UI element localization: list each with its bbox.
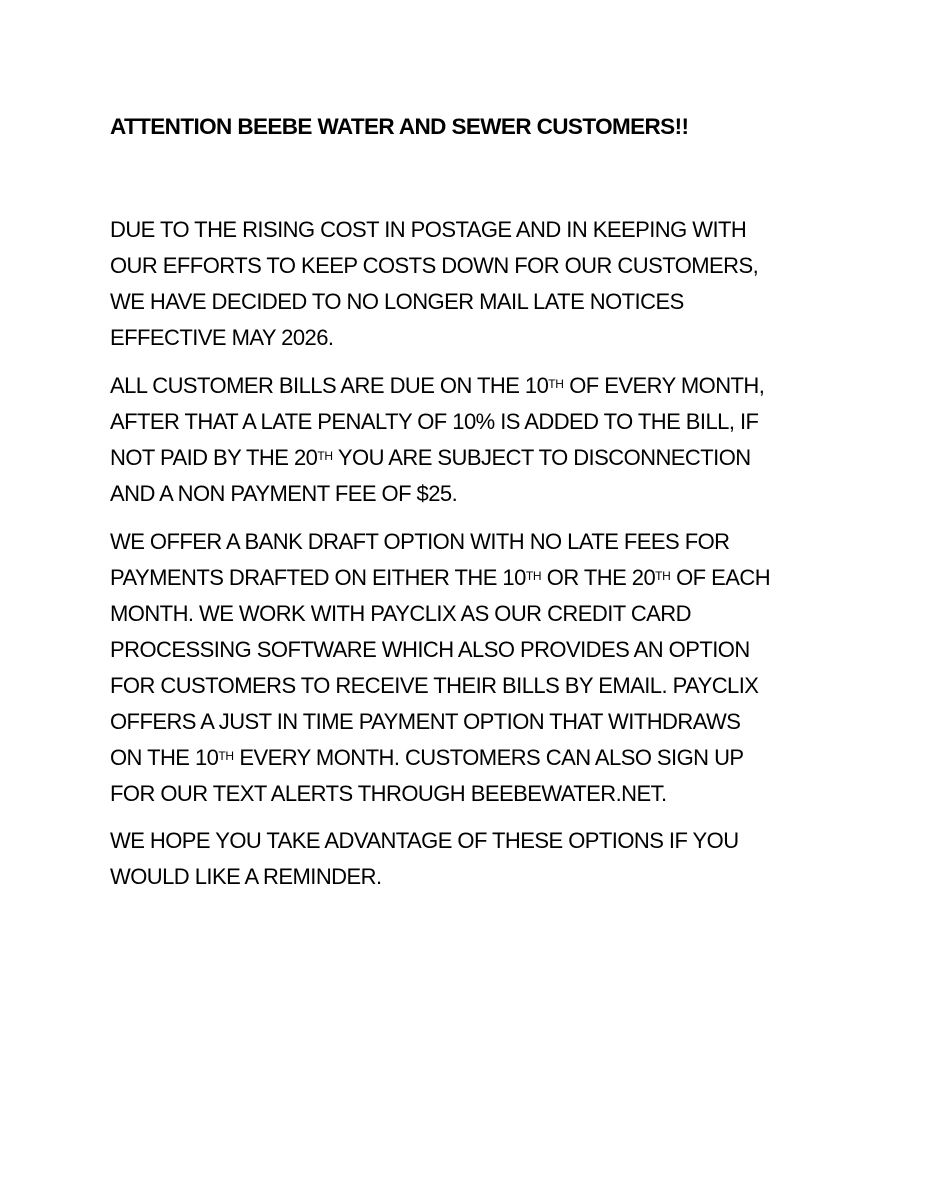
superscript: TH bbox=[525, 569, 542, 583]
text-line bbox=[110, 668, 770, 704]
text: ON THE 10 bbox=[110, 745, 219, 770]
text: ALL CUSTOMER BILLS ARE DUE ON THE 10 bbox=[110, 373, 549, 398]
text-line bbox=[110, 284, 758, 320]
text-line bbox=[110, 212, 758, 248]
paragraph-closing bbox=[110, 823, 739, 895]
text: MONTH. WE WORK WITH PAYCLIX AS OUR CREDIT CARD bbox=[110, 601, 691, 626]
text: AND A NON PAYMENT FEE OF $25. bbox=[110, 481, 458, 506]
text-line bbox=[110, 596, 770, 632]
text-line bbox=[110, 524, 770, 560]
text: OR THE 20 bbox=[541, 565, 656, 590]
superscript: TH bbox=[655, 569, 671, 583]
text-line bbox=[110, 823, 739, 859]
text: NOT PAID BY THE 20 bbox=[110, 445, 318, 470]
text: PROCESSING SOFTWARE WHICH ALSO PROVIDES AN OPTION bbox=[110, 637, 750, 662]
text-line bbox=[110, 740, 770, 776]
paragraph-payment-options bbox=[110, 524, 770, 812]
superscript: TH bbox=[218, 749, 234, 763]
text-line bbox=[110, 368, 764, 404]
text: EFFECTIVE MAY 2026. bbox=[110, 325, 334, 350]
text: WE OFFER A BANK DRAFT OPTION WITH NO LATE FEES FOR bbox=[110, 529, 730, 554]
text: PAYMENTS DRAFTED ON EITHER THE 10 bbox=[110, 565, 526, 590]
text-line bbox=[110, 476, 764, 512]
text: OUR EFFORTS TO KEEP COSTS DOWN FOR OUR CUSTOMERS, bbox=[110, 253, 759, 278]
text: DUE TO THE RISING COST IN POSTAGE AND IN KEEPING WITH bbox=[110, 217, 747, 242]
notice-title: ATTENTION BEEBE WATER AND SEWER CUSTOMERS!! bbox=[110, 114, 689, 139]
text-line bbox=[110, 320, 758, 356]
text: OF EVERY MONTH, bbox=[563, 373, 765, 398]
text: WE HAVE DECIDED TO NO LONGER MAIL LATE NOTICES bbox=[110, 289, 684, 314]
text-line bbox=[110, 248, 758, 284]
text-line bbox=[110, 776, 770, 812]
text: FOR OUR TEXT ALERTS THROUGH BEEBEWATER.NET. bbox=[110, 781, 667, 806]
paragraph-due-dates bbox=[110, 368, 764, 512]
text: WE HOPE YOU TAKE ADVANTAGE OF THESE OPTIONS IF YOU bbox=[110, 828, 739, 853]
text-line bbox=[110, 632, 770, 668]
text-line bbox=[110, 440, 764, 476]
text: FOR CUSTOMERS TO RECEIVE THEIR BILLS BY EMAIL. PAYCLIX bbox=[110, 673, 759, 698]
text: YOU ARE SUBJECT TO DISCONNECTION bbox=[332, 445, 751, 470]
text: WOULD LIKE A REMINDER. bbox=[110, 864, 382, 889]
paragraph-postage bbox=[110, 212, 758, 356]
superscript: TH bbox=[548, 377, 564, 391]
text-line bbox=[110, 859, 739, 895]
text: OF EACH bbox=[670, 565, 771, 590]
text-line bbox=[110, 404, 764, 440]
text: OFFERS A JUST IN TIME PAYMENT OPTION THAT WITHDRAWS bbox=[110, 709, 741, 734]
text-line bbox=[110, 704, 770, 740]
text-line bbox=[110, 560, 770, 596]
text: EVERY MONTH. CUSTOMERS CAN ALSO SIGN UP bbox=[233, 745, 744, 770]
superscript: TH bbox=[317, 449, 333, 463]
text: AFTER THAT A LATE PENALTY OF 10% IS ADDED TO THE BILL, IF bbox=[110, 409, 759, 434]
